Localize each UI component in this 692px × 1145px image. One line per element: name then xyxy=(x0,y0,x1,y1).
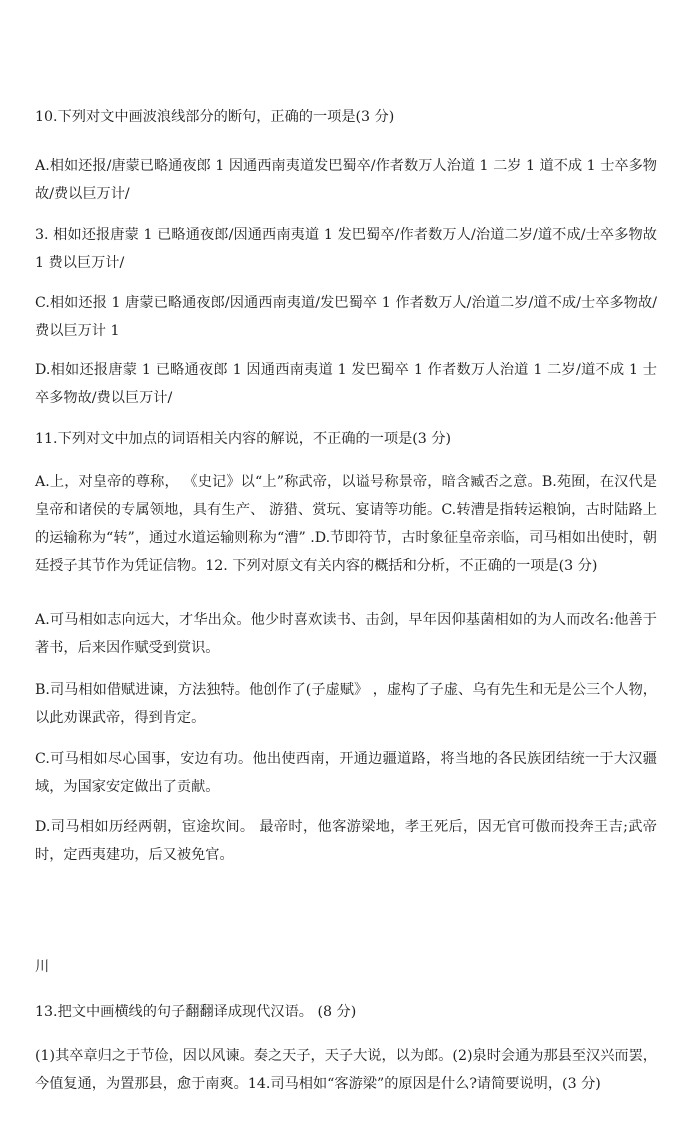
question-10-option-a: A.相如还报/唐蒙已略通夜郎 1 因通西南夷道发巴蜀卒/作者数万人治道 1 二岁 1 道不成 1 士卒多物故/费以巨万计/ xyxy=(35,158,657,202)
question-12-option-c: C.可马相如尽心国事，安边有功。他出使西南，开通边疆道路，将当地的各民族团结统一于大汉疆域，为国家安定做出了贡献。 xyxy=(35,751,657,795)
question-12-option-b: B.司马相如借赋进谏，方法独特。他创作了(子虚赋》 ，虚构了子虚、乌有先生和无是公三个人物，以此劝课武帝，得到肯定。 xyxy=(35,682,657,726)
question-11-options-and-question-12-stem: A.上，对皇帝的尊称， 《史记》以“上”称武帝，以谥号称景帝，暗含臧否之意。B.苑囿，在汉代是皇帝和诸侯的专属领地，具有生产、 游猎、赏玩、宴请等功能。C.转漕是指转运粮饷，古时陆路上的运输称为“转”，通过水道运输则称为“漕” .D.节即符节，古时象征皇帝亲临，司马相如出使时，朝廷授子其节作为凭证信物。12. 下列对原文有关内容的概括和分析，不正确的一项是(3 分) xyxy=(35,474,657,574)
question-13-content-and-question-14: (1)其卒章归之于节俭，因以风谏。奏之天子，天子大说，以为郎。(2)泉时会通为那县至汉兴而罢，今值复通，为置那县，愈于南爽。14.司马相如“客游梁”的原因是什么?请简要说明，(3 分) xyxy=(35,1048,657,1092)
question-10-option-b: 3. 相如还报唐蒙 1 已略通夜郎/因通西南夷道 1 发巴蜀卒/作者数万人/治道二岁/道不成/士卒多物故 1 费以巨万计/ xyxy=(35,227,657,271)
section-mark: 川 xyxy=(35,959,50,975)
question-10-option-c: C.相如还报 1 唐蒙已略通夜郎/因通西南夷道/发巴蜀卒 1 作者数万人/治道二岁/道不成/士卒多物故/费以巨万计 1 xyxy=(35,295,657,339)
question-10-stem: 10.下列对文中画波浪线部分的断句，正确的一项是(3 分) xyxy=(35,109,395,125)
question-13-stem: 13.把文中画横线的句子翻翻译成现代汉语。 (8 分) xyxy=(35,1004,357,1020)
question-11-stem: 11.下列对文中加点的词语相关内容的解说，不正确的一项是(3 分) xyxy=(35,431,452,447)
question-12-option-a: A.可马相如志向远大，才华出众。他少时喜欢读书、击剑，早年因仰基菌相如的为人而改名:他善于著书，后来因作赋受到赏识。 xyxy=(35,612,657,656)
question-10-option-d: D.相如还报唐蒙 1 已略通夜郎 1 因通西南夷道 1 发巴蜀卒 1 作者数万人治道 1 二岁/道不成 1 士卒多物故/费以巨万计/ xyxy=(35,362,657,406)
question-12-option-d: D.司马相如历经两朝，宦途坎间。 最帝时，他客游梁地，孝王死后，因无官可傲而投奔王吉;武帝时，定西夷建功，后又被免官。 xyxy=(35,819,657,863)
